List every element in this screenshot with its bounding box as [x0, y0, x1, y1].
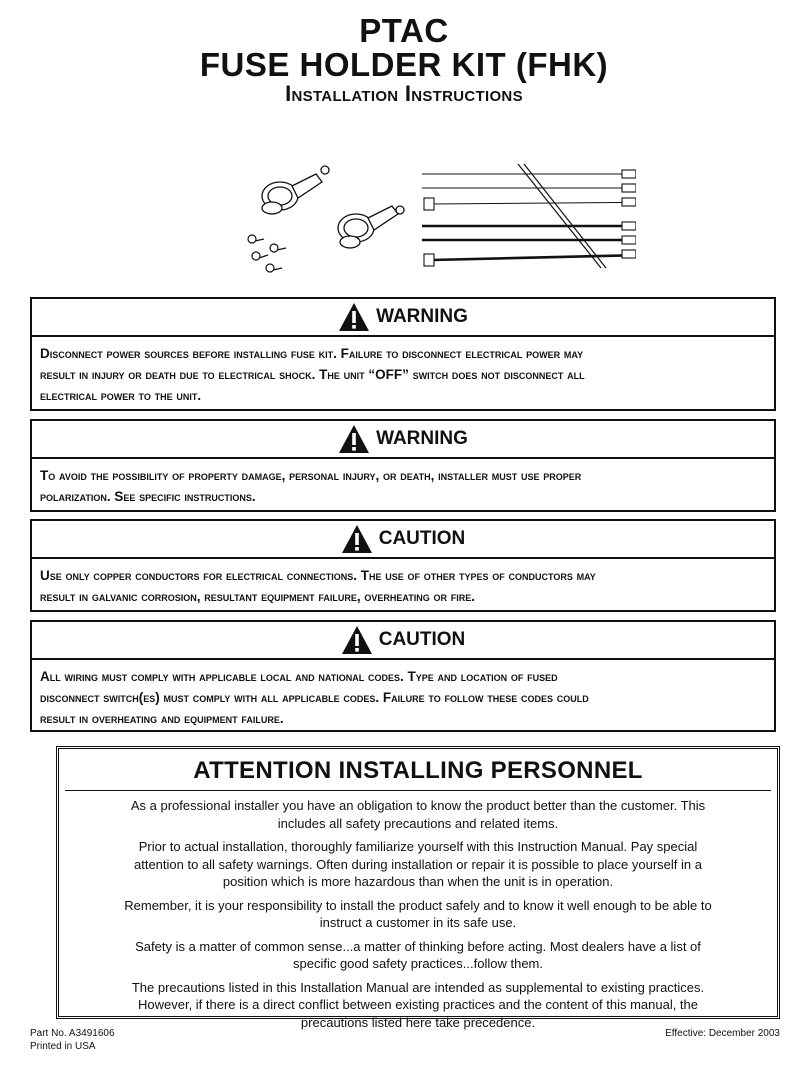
- attention-line: Safety is a matter of common sense...a matter of thinking before acting. Most dealers have a list of: [135, 938, 701, 954]
- caution-box: [30, 620, 776, 732]
- attention-line: Prior to actual installation, thoroughly familiarize yourself with this Instruction Manual. Pay special: [138, 839, 698, 854]
- attention-line: position which is more hazardous than when the unit is in operation.: [222, 874, 614, 889]
- screws-icon: [248, 235, 286, 272]
- notice-text: To avoid the possibility of property damage, personal injury, or death, installer must use proper: [40, 468, 582, 483]
- notice-label: WARNING: [376, 306, 468, 327]
- attention-line: However, if there is a direct conflict between existing practices and the content of this manual, the: [137, 997, 699, 1012]
- attention-line: specific good safety practices...follow them.: [292, 956, 543, 971]
- notice-text: result in overheating and equipment failure.: [40, 711, 284, 726]
- notice-label: CAUTION: [378, 528, 466, 549]
- notice-text: disconnect switch(es) must comply with all applicable codes. Failure to follow these codes could: [40, 690, 589, 705]
- fuse-holder-kit-illustration: [236, 156, 636, 286]
- attention-title: ATTENTION INSTALLING PERSONNEL: [193, 757, 643, 784]
- notice-text: Disconnect power sources before installing fuse kit. Failure to disconnect electrical power may: [40, 346, 584, 361]
- attention-line: instruct a customer in its safe use.: [319, 915, 517, 930]
- caution-box: [30, 519, 776, 612]
- attention-box: [56, 746, 780, 1030]
- attention-paragraph: [83, 938, 753, 973]
- fuse-holder-icon: [262, 166, 329, 214]
- subtitle: Installation Instructions: [285, 81, 523, 106]
- part-number: Part No. A3491606: [30, 1028, 115, 1039]
- title-line-2: FUSE HOLDER KIT (FHK): [199, 46, 609, 83]
- notice-text: electrical power to the unit.: [40, 388, 202, 403]
- terminals-icon: [424, 170, 636, 266]
- notice-label: WARNING: [376, 428, 468, 449]
- attention-line: Remember, it is your responsibility to install the product safely and to know it well enough to be able to: [124, 897, 712, 913]
- warning-triangle-icon: [341, 625, 373, 655]
- warning-triangle-icon: [338, 424, 370, 454]
- warning-box: [30, 419, 776, 512]
- attention-line: includes all safety precautions and related items.: [277, 815, 559, 831]
- attention-paragraph: [83, 897, 753, 932]
- wire-leads-icon: [422, 164, 636, 268]
- title-line-1: PTAC: [359, 12, 449, 49]
- printed-in: Printed in USA: [30, 1041, 96, 1052]
- attention-line: As a professional installer you have an obligation to know the product better than the customer. This: [130, 798, 706, 813]
- notice-text: Use only copper conductors for electrical connections. The use of other types of conductors may: [40, 568, 596, 583]
- attention-paragraph: [83, 797, 753, 832]
- attention-line: attention to all safety warnings. Often during installation or repair it is possible to place yourself in a: [134, 856, 702, 872]
- warning-triangle-icon: [341, 524, 373, 554]
- notice-label: CAUTION: [378, 629, 466, 650]
- notice-text: result in galvanic corrosion, resultant equipment failure, overheating or fire.: [40, 589, 476, 604]
- notice-text: polarization. See specific instructions.: [40, 489, 256, 504]
- notice-text: All wiring must comply with applicable local and national codes. Type and location of fused: [40, 669, 558, 684]
- attention-line: The precautions listed in this Installation Manual are intended as supplemental to existing practices.: [131, 979, 705, 995]
- attention-divider: [65, 790, 771, 791]
- attention-line: precautions listed here take precedence.: [300, 1014, 536, 1030]
- fuse-holder-icon: [338, 206, 404, 248]
- warning-box: [30, 297, 776, 411]
- effective-date: Effective: December 2003: [665, 1028, 780, 1039]
- attention-paragraph: [83, 838, 753, 891]
- attention-paragraph: [83, 979, 753, 1032]
- notice-text: result in injury or death due to electrical shock. The unit “OFF” switch does not disconnect all: [40, 367, 585, 382]
- warning-triangle-icon: [338, 302, 370, 332]
